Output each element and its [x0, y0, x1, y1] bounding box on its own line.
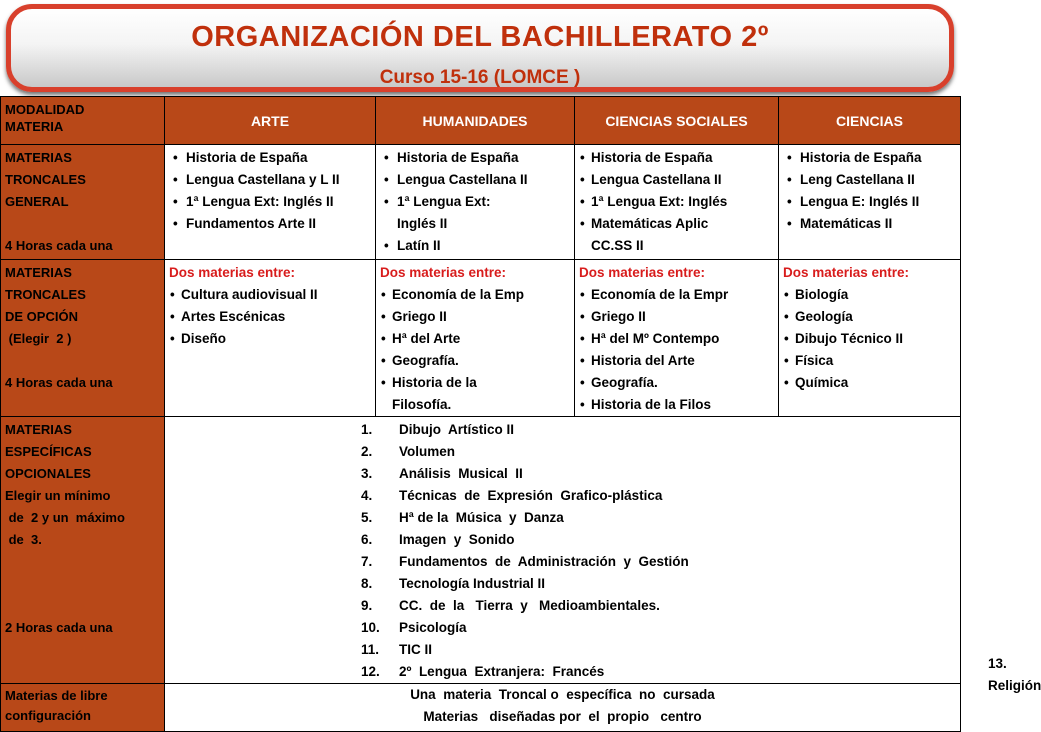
item-text: Técnicas de Expresión Grafico-plástica — [399, 488, 663, 503]
specific-subject-item — [165, 485, 960, 507]
subject-item: • Artes Escénicas — [168, 306, 372, 328]
item-text: Fundamentos de Administración y Gestión — [399, 554, 689, 569]
item-text: Imagen y Sonido — [399, 532, 515, 547]
cell-libre — [165, 684, 961, 732]
header-row — [1, 97, 961, 145]
subject-item: • Lengua Castellana II — [379, 169, 571, 191]
specific-subject-item — [165, 419, 960, 441]
cell-opcion-arte — [165, 260, 376, 417]
item-text: Volumen — [399, 444, 456, 459]
row-label-line: MATERIAS — [5, 265, 72, 280]
subject-item: • Diseño — [168, 328, 372, 350]
row-label-line: GENERAL — [5, 194, 69, 209]
item-number: 11. — [361, 642, 380, 657]
row-label-troncales-general — [1, 145, 165, 260]
item-text: 2º Lengua Extranjera: Francés — [399, 664, 605, 679]
item-text: Hª de la Música y Danza — [399, 510, 564, 525]
subject-item: • Lengua Castellana y L II — [168, 169, 372, 191]
item-number: 9. — [361, 598, 373, 613]
specific-subject-item — [165, 507, 960, 529]
subject-item: • 1ª Lengua Ext: Inglés — [578, 191, 775, 213]
row-label-line: (Elegir 2 ) — [5, 331, 72, 346]
item-number: 1. — [361, 422, 373, 437]
item-text: Psicología — [399, 620, 467, 635]
item-text: Análisis Musical II — [399, 466, 523, 481]
row-label-line — [5, 551, 160, 617]
subject-item: • Física — [782, 350, 957, 372]
option-intro: Dos materias entre: — [783, 265, 910, 280]
item-number: 4. — [361, 488, 373, 503]
column-header-humanidades: HUMANIDADES — [376, 97, 575, 145]
subject-item: • Historia de la Filos — [578, 394, 775, 416]
item-number: 10. — [361, 620, 380, 635]
column-header-ciencias: CIENCIAS — [779, 97, 961, 145]
row-label-especificas — [1, 417, 165, 684]
item-number: 3. — [361, 466, 373, 481]
subject-item: • Historia de España — [578, 147, 775, 169]
title-banner — [6, 4, 954, 92]
subject-item: • Historia del Arte — [578, 350, 775, 372]
subject-item: • Economía de la Emp — [379, 284, 571, 306]
subject-item: • Hª del Mº Contempo — [578, 328, 775, 350]
page-title: ORGANIZACIÓN DEL BACHILLERATO 2º — [191, 21, 769, 53]
subject-item: • Matemáticas Aplic CC.SS II — [578, 213, 775, 257]
subject-item: • 1ª Lengua Ext: Inglés II — [379, 191, 571, 235]
subject-item: • Historia de España — [379, 147, 571, 169]
row-label-line: de 2 y un máximo — [5, 510, 125, 525]
row-label-line: TRONCALES — [5, 172, 86, 187]
cell-general-ciencias-sociales — [575, 145, 779, 260]
subject-item: • Historia de la Filosofía. — [379, 372, 571, 416]
cell-general-ciencias — [779, 145, 961, 260]
subject-item: • Dibujo Técnico II — [782, 328, 957, 350]
column-header-arte: ARTE — [165, 97, 376, 145]
subject-item: • Biología — [782, 284, 957, 306]
row-label-line: MATERIAS — [5, 422, 72, 437]
row-libre — [1, 684, 961, 732]
option-intro: Dos materias entre: — [169, 265, 296, 280]
option-intro: Dos materias entre: — [380, 265, 507, 280]
row-label-line: TRONCALES — [5, 287, 86, 302]
item-text: CC. de la Tierra y Medioambientales. — [399, 598, 660, 613]
specific-subject-item — [165, 463, 960, 485]
specific-subject-item — [165, 595, 960, 617]
row-label-line: Materias de libre — [5, 688, 108, 703]
specific-subject-item — [165, 617, 960, 639]
row-label-line: DE OPCIÓN — [5, 309, 78, 324]
specific-subject-item — [165, 639, 960, 661]
option-intro: Dos materias entre: — [579, 265, 706, 280]
item-number: 2. — [361, 444, 373, 459]
row-label-line: MATERIAS — [5, 150, 72, 165]
column-header-ciencias-sociales: CIENCIAS SOCIALES — [575, 97, 779, 145]
cell-opcion-ciencias-sociales — [575, 260, 779, 417]
row-label-troncales-opcion — [1, 260, 165, 417]
subject-item: • Historia de España — [782, 147, 957, 169]
row-especificas — [1, 417, 961, 684]
item-number: 12. — [361, 664, 380, 679]
subject-item: • Cultura audiovisual II — [168, 284, 372, 306]
subject-item: • Geografía. — [379, 350, 571, 372]
row-label-libre — [1, 684, 165, 732]
item-text: Dibujo Artístico II — [399, 422, 515, 437]
libre-line-1: Una materia Troncal o específica no cursada — [410, 687, 715, 702]
row-label-line: 4 Horas cada una — [5, 375, 113, 390]
row-label-line: 4 Horas cada una — [5, 238, 113, 253]
subject-item: • Economía de la Empr — [578, 284, 775, 306]
subject-item: • Hª del Arte — [379, 328, 571, 350]
item-number: 7. — [361, 554, 373, 569]
specific-subjects-list — [165, 419, 960, 683]
item-text: Tecnología Industrial II — [399, 576, 546, 591]
row-label-line: configuración — [5, 708, 91, 723]
page-subtitle: Curso 15-16 (LOMCE ) — [379, 67, 581, 88]
specific-subject-item — [165, 661, 960, 683]
row-label-line: ESPECÍFICAS — [5, 444, 92, 459]
row-label-line — [5, 213, 160, 235]
subject-item: • Fundamentos Arte II — [168, 213, 372, 235]
subject-item: • Griego II — [578, 306, 775, 328]
row-label-line: OPCIONALES — [5, 466, 91, 481]
item-number: 6. — [361, 532, 373, 547]
subject-item: • Griego II — [379, 306, 571, 328]
corner-label-line: MATERIA — [5, 119, 64, 134]
cell-general-arte — [165, 145, 376, 260]
subject-item: • Matemáticas II — [782, 213, 957, 235]
subject-item: • Química — [782, 372, 957, 394]
corner-label — [1, 97, 165, 145]
specific-subject-item — [165, 441, 960, 463]
subject-item: • Geografía. — [578, 372, 775, 394]
subject-item: • Geología — [782, 306, 957, 328]
subject-item: • Lengua E: Inglés II — [782, 191, 957, 213]
subject-item: • Latín II — [379, 235, 571, 257]
cell-especificas — [165, 417, 1041, 693]
subject-item: • 1ª Lengua Ext: Inglés II — [168, 191, 372, 213]
row-label-line: de 3. — [5, 532, 42, 547]
corner-label-line: MODALIDAD — [5, 102, 85, 117]
subject-item: • Leng Castellana II — [782, 169, 957, 191]
specific-subject-item — [165, 551, 960, 573]
subject-item: • Historia de España — [168, 147, 372, 169]
specific-subject-item — [165, 573, 960, 595]
item-text: TIC II — [399, 642, 432, 657]
religion-item: 13. Religión — [988, 656, 1041, 693]
specific-subject-item — [165, 529, 960, 551]
item-number: 8. — [361, 576, 373, 591]
row-label-line — [5, 350, 160, 372]
libre-line-2: Materias diseñadas por el propio centro — [423, 709, 702, 724]
organization-table — [0, 96, 1041, 732]
cell-opcion-humanidades — [376, 260, 575, 417]
row-label-line: 2 Horas cada una — [5, 620, 113, 635]
row-troncales-general — [1, 145, 961, 260]
item-number: 5. — [361, 510, 373, 525]
row-troncales-opcion — [1, 260, 961, 417]
row-label-line: Elegir un mínimo — [5, 488, 111, 503]
cell-general-humanidades — [376, 145, 575, 260]
cell-opcion-ciencias — [779, 260, 961, 417]
subject-item: • Lengua Castellana II — [578, 169, 775, 191]
